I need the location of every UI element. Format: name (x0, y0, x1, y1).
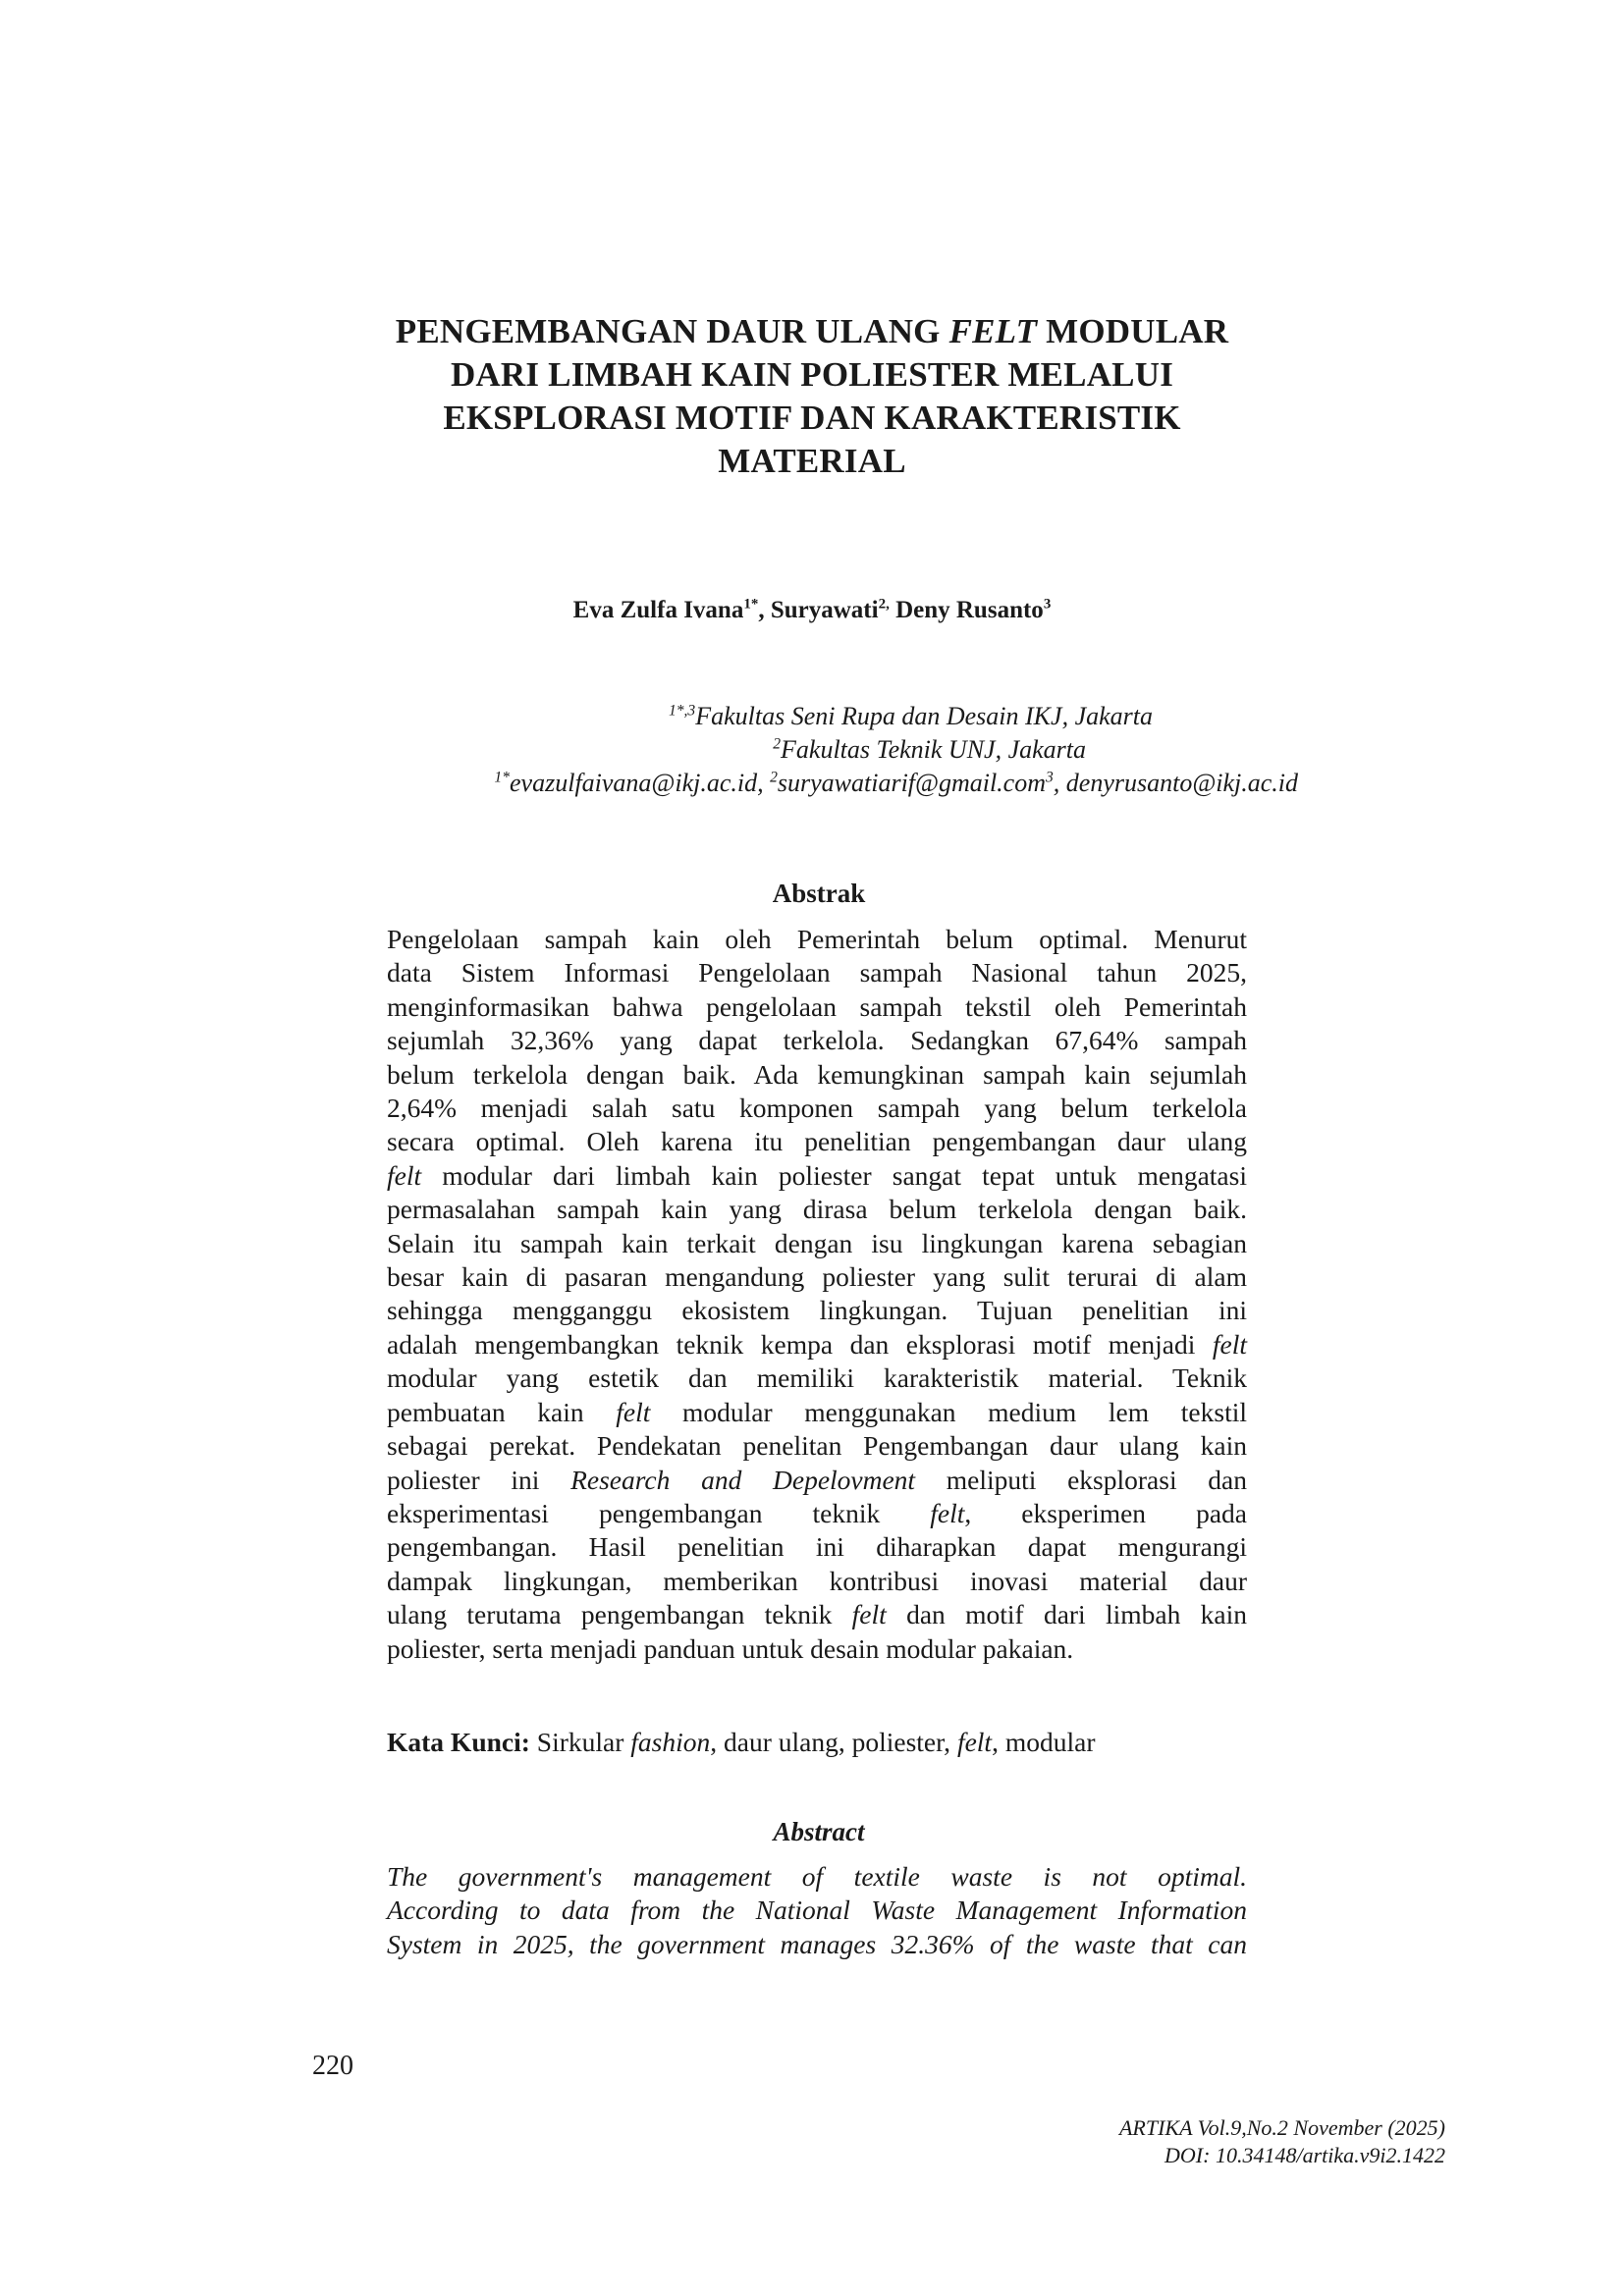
italic-term: felt (851, 1599, 887, 1630)
abstrak-line: sejumlah 32,36% yang dapat terkelola. Sedangkan 67,64% sampah (387, 1025, 1247, 1056)
title-line: EKSPLORASI MOTIF DAN KARAKTERISTIK (443, 399, 1181, 437)
abstrak-line: data Sistem Informasi Pengelolaan sampah Nasional tahun 2025, (387, 957, 1247, 988)
italic-term: felt (616, 1396, 651, 1427)
author-name: Suryawati (770, 597, 879, 623)
abstrak-line: modular yang estetik dan memiliki karakteristik material. Teknik (387, 1362, 1247, 1394)
abstrak-line: dampak lingkungan, memberikan kontribusi inovasi material daur (387, 1565, 1247, 1596)
abstrak-line: eksperimentasi pengembangan teknik felt, eksperimen pada (387, 1497, 1247, 1528)
abstract-line: System in 2025, the government manages 32.36% of the waste that can (387, 1928, 1247, 1959)
author-list: Eva Zulfa Ivana$^{1*}$, Suryawati$^{2,}$ Deny Rusanto$^3$ (572, 596, 1052, 623)
abstrak-body (387, 923, 1247, 1666)
abstrak-line: besar kain di pasaran mengandung poliester yang sulit terurai di alam (387, 1261, 1247, 1293)
author-name: Eva Zulfa Ivana (572, 597, 744, 623)
abstrak-heading: Abstrak (772, 879, 866, 908)
abstrak-line: poliester, serta menjadi panduan untuk desain modular pakaian. (387, 1632, 1074, 1664)
abstrak-line: Selain itu sampah kain terkait dengan isu lingkungan karena sebagian (387, 1227, 1247, 1258)
abstrak-line: secara optimal. Oleh karena itu penelitian pengembangan daur ulang (387, 1126, 1247, 1157)
italic-term: fashion (630, 1727, 711, 1757)
title-line: PENGEMBANGAN DAUR ULANG FELT MODULAR (395, 312, 1229, 350)
affiliations (295, 700, 1310, 800)
page-number: 220 (312, 2051, 353, 2081)
abstrak-line: pembuatan kain felt modular menggunakan medium lem tekstil (387, 1396, 1247, 1427)
abstrak-line: felt modular dari limbah kain poliester sangat tepat untuk mengatasi (387, 1159, 1247, 1191)
abstrak-line: adalah mengembangkan teknik kempa dan eksplorasi motif menjadi felt (387, 1328, 1247, 1360)
keywords (387, 1726, 1271, 1759)
affiliation-line: $^{1*,3}$Fakultas Seni Rupa dan Desain IKJ, Jakarta (668, 702, 1153, 730)
paper-title (295, 310, 1329, 483)
title-italic-felt: FELT (948, 312, 1038, 350)
keywords-label: Kata Kunci: (387, 1727, 530, 1757)
abstrak-line: poliester ini Research and Depelovment meliputi eksplorasi dan (387, 1464, 1247, 1495)
abstrak-line: belum terkelola dengan baik. Ada kemungkinan sampah kain sejumlah (387, 1058, 1247, 1090)
italic-term: felt (1212, 1328, 1247, 1360)
abstrak-line: permasalahan sampah kain yang dirasa belum terkelola dengan baik. (387, 1194, 1247, 1225)
journal-citation: ARTIKA Vol.9,No.2 November (2025) (1118, 2115, 1445, 2140)
email-line: $^{1*}$evazulfaivana@ikj.ac.id, $^2$suryawatiarif@gmail.com$^3$, denyrusanto@ikj.ac.id (494, 769, 1298, 797)
keywords-list: Sirkular fashion, daur ulang, poliester, felt, modular (529, 1727, 1096, 1757)
abstract-heading: Abstract (773, 1817, 865, 1846)
abstrak-line: pengembangan. Hasil penelitian ini diharapkan dapat mengurangi (387, 1531, 1247, 1563)
author-affiliation-mark: 1* (743, 596, 759, 613)
journal-footer (1119, 2114, 1445, 2169)
abstract-line: According to data from the National Waste Management Information (387, 1895, 1247, 1926)
abstrak-line: sebagai perekat. Pendekatan penelitan Pengembangan daur ulang kain (387, 1430, 1247, 1462)
italic-term: felt (387, 1159, 422, 1191)
author-name: Deny Rusanto (895, 597, 1044, 623)
title-line: MATERIAL (718, 442, 906, 480)
doi: DOI: 10.34148/artika.v9i2.1422 (1164, 2143, 1445, 2167)
abstract-line: The government's management of textile waste is not optimal. (387, 1861, 1247, 1892)
italic-term: Research and Depelovment (570, 1464, 916, 1495)
author-affiliation-mark: 2, (878, 596, 890, 613)
abstrak-line: Pengelolaan sampah kain oleh Pemerintah belum optimal. Menurut (387, 924, 1247, 954)
abstract-body (387, 1860, 1247, 1961)
abstrak-line: 2,64% menjadi salah satu komponen sampah yang belum terkelola (387, 1093, 1247, 1124)
affiliation-line: $^2$Fakultas Teknik UNJ, Jakarta (773, 735, 1086, 764)
abstrak-line: sehingga mengganggu ekosistem lingkungan. Tujuan penelitian ini (387, 1295, 1247, 1326)
abstrak-line: ulang terutama pengembangan teknik felt dan motif dari limbah kain (387, 1599, 1247, 1630)
abstrak-line: menginformasikan bahwa pengelolaan sampah tekstil oleh Pemerintah (387, 990, 1247, 1022)
author-affiliation-mark: 3 (1043, 596, 1052, 613)
italic-term: felt (930, 1497, 965, 1528)
title-line: DARI LIMBAH KAIN POLIESTER MELALUI (450, 355, 1174, 394)
italic-term: felt (956, 1727, 993, 1757)
